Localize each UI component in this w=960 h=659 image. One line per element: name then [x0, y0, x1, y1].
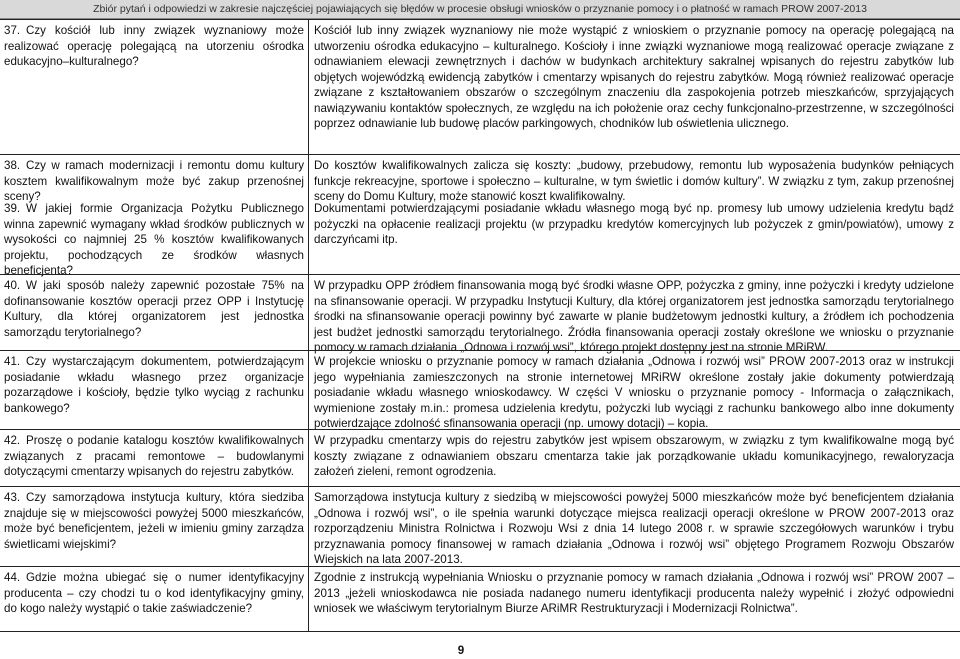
question-cell	[4, 278, 304, 340]
question-text: Czy w ramach modernizacji i remontu domu kultury kosztem kwalifikowalnym może być zakup przenośnej sceny?	[4, 159, 304, 203]
question-text: Czy wystarczającym dokumentem, potwierdzającym posiadanie wkładu własnego przez organizacje pozarządowe i kościoły, będzie tylko wyciąg z rachunku bankowego?	[4, 355, 304, 415]
table-row	[0, 198, 960, 277]
answer-cell: Kościół lub inny związek wyznaniowy nie może wystąpić z wnioskiem o przyznanie pomocy na operację polegającą na utworzeniu ośrodka edukacyjno – kulturalnego. Kościoły i inne związki wyznaniowe mogą realizować operacje związane z odnawianiem elewacji zewnętrznych i dachów w budynkach architektury sakralnej wpisanych do rejestru zabytków lub objętych wojewódzką ewidencją zabytków i cmentarzy wpisanych do rejestru zabytków. Mogą również realizować operacje związane z kształtowaniem obszarów o szczególnym znaczeniu dla zaspokojenia potrzeb mieszkańców, sprzyjających nawiązywaniu kontaktów społecznych, ze względu na ich położenie oraz cechy funkcjonalno-przestrzenne, w szczególności poprzez odnawianie lub budowę placów parkingowych, chodników lub oświetlenia ulicznego.	[314, 24, 954, 130]
question-text: Gdzie można ubiegać się o numer identyfikacyjny producenta – czy chodzi tu o kod identyfikacyjny gminy, do kogo należy wystąpić o takie zaświadczenie?	[4, 571, 304, 615]
question-number: 43.	[4, 491, 21, 504]
table-row	[0, 19, 960, 155]
answer-cell: Do kosztów kwalifikowalnych zalicza się koszty: „budowy, przebudowy, remontu lub wyposażenia budynków pełniących funkcje rekreacyjne, sportowe i społeczno – kulturalne, w tym świetlic i domów kultury”. W związku z tym, zakup przenośnej sceny do Domu Kultury, może stanowić koszt kwalifikowalny.	[314, 159, 954, 203]
question-cell	[4, 570, 304, 617]
question-number: 39.	[4, 202, 21, 215]
header-title: Zbiór pytań i odpowiedzi w zakresie najczęściej pojawiających się błędów w procesie obsługi wniosków o przyznanie pomocy i o płatność w ramach PROW 2007-2013	[93, 3, 867, 15]
question-cell	[4, 23, 304, 70]
question-number: 37.	[4, 24, 21, 37]
question-number: 42.	[4, 434, 21, 447]
answer-cell: Zgodnie z instrukcją wypełniania Wniosku o przyznanie pomocy w ramach działania „Odnowa i rozwój wsi” PROW 2007 – 2013 „jeżeli wnioskodawca nie posiada nadanego numeru identyfikacji producenta należy wypełnić i złożyć odpowiedni wniosek we właściwym terytorialnym Biurze ARiMR Restrukturyzacji i Modernizacji Rolnictwa”.	[314, 571, 954, 615]
table-row	[0, 429, 960, 487]
table-bottom-border	[0, 631, 960, 632]
question-text: W jaki sposób należy zapewnić pozostałe 75% na dofinansowanie kosztów operacji przez OPP i Instytucję Kultury, dla której organizatorem jest jednostka samorządu terytorialnego?	[4, 279, 304, 339]
table-row	[0, 350, 960, 430]
table-row	[0, 486, 960, 567]
answer-cell: W przypadku OPP źródłem finansowania mogą być środki własne OPP, pożyczka z gminy, inne pożyczki i kredyty udzielone na sfinansowanie operacji. W przypadku Instytucji Kultury, dla której organizatorem jest jednostka samorządu terytorialnego środki na sfinansowanie operacji powinny być zawarte w planie budżetowym jednostki kultury, a źródłem ich pochodzenia jest budżet jednostki samorządu terytorialnego. Źródła finansowania operacji zostały określone we wniosku o przyznanie pomocy w ramach działania „Odnowa i rozwój wsi”, którego projekt dostępny jest na stronie MRiRW.	[314, 279, 954, 354]
answer-cell: Samorządowa instytucja kultury z siedzibą w miejscowości powyżej 5000 mieszkańców może być beneficjentem działania „Odnowa i rozwój wsi”, o ile spełnia warunki dotyczące miejsca realizacji operacji określone w PROW 2007-2013 oraz rozporządzeniu Ministra Rolnictwa i Rozwoju Wsi z dnia 14 lutego 2008 r. w sprawie szczegółowych warunków i trybu przyznawania pomocy finansowej w ramach działania „Odnowa i rozwój wsi” objętego Programem Rozwoju Obszarów Wiejskich na lata 2007-2013.	[314, 491, 954, 566]
question-cell	[4, 433, 304, 480]
question-number: 44.	[4, 571, 21, 584]
question-text: Proszę o podanie katalogu kosztów kwalifikowalnych związanych z pracami remontowe – budowlanymi dotyczącymi cmentarzy wpisanych do rejestru zabytków.	[4, 434, 304, 478]
question-cell	[4, 354, 304, 416]
answer-cell: Dokumentami potwierdzającymi posiadanie wkładu własnego mogą być np. promesy lub umowy udzielenia kredytu bądź pożyczki na opłacenie realizacji projektu (w przypadku kredytów komercyjnych lub pożyczek z gmin/powiatów), umowy z darczyńcami itp.	[314, 202, 954, 246]
question-cell	[4, 201, 304, 279]
question-text: W jakiej formie Organizacja Pożytku Publicznego winna zapewnić wymagany wkład środków publicznych w wysokości co najmniej 25 % kosztów kwalifikowanych projektu, pochodzących ze środków własnych beneficjenta?	[4, 202, 304, 277]
question-number: 40.	[4, 279, 21, 292]
answer-cell: W projekcie wniosku o przyznanie pomocy w ramach działania „Odnowa i rozwój wsi” PROW 2007-2013 oraz w instrukcji jego wypełniania zamieszczonych na stronie internetowej MRiRW określone zostały jakie dokumenty potwierdzają posiadanie wkładu własnego wnioskodawcy. W części V wniosku o przyznanie pomocy - Informacja o załącznikach, wymienione zostały m.in.: promesa udzielenia kredytu, pożyczki lub wyciągi z rachunku bankowego albo inne dokumenty potwierdzające zdolność sfinansowania operacji (np. umowy dotacji) – kopia.	[314, 355, 954, 430]
column-divider	[308, 19, 309, 631]
question-text: Czy samorządowa instytucja kultury, która siedziba znajduje się w miejscowości powyżej 5000 mieszkańców, może być beneficjentem, jeżeli w imieniu gminy zarządza świetlicami wiejskimi?	[4, 491, 304, 551]
answer-cell: W przypadku cmentarzy wpis do rejestru zabytków jest wpisem obszarowym, w związku z tym kwalifikowalne mogą być koszty związane z odnawianiem obszaru cmentarza takie jak porządkowanie układu komunikacyjnego, rewaloryzacja założeń zieleni, remont ogrodzenia.	[314, 434, 954, 478]
table-row	[0, 566, 960, 632]
question-number: 41.	[4, 355, 21, 368]
table-row	[0, 274, 960, 354]
document-header	[0, 0, 960, 19]
question-cell	[4, 490, 304, 552]
question-number: 38.	[4, 159, 21, 172]
table-row	[0, 154, 960, 203]
question-text: Czy kościół lub inny związek wyznaniowy może realizować operację polegającą na utorzeniu ośrodka edukacyjno–kulturalnego?	[4, 24, 304, 68]
page-number: 9	[457, 644, 465, 657]
